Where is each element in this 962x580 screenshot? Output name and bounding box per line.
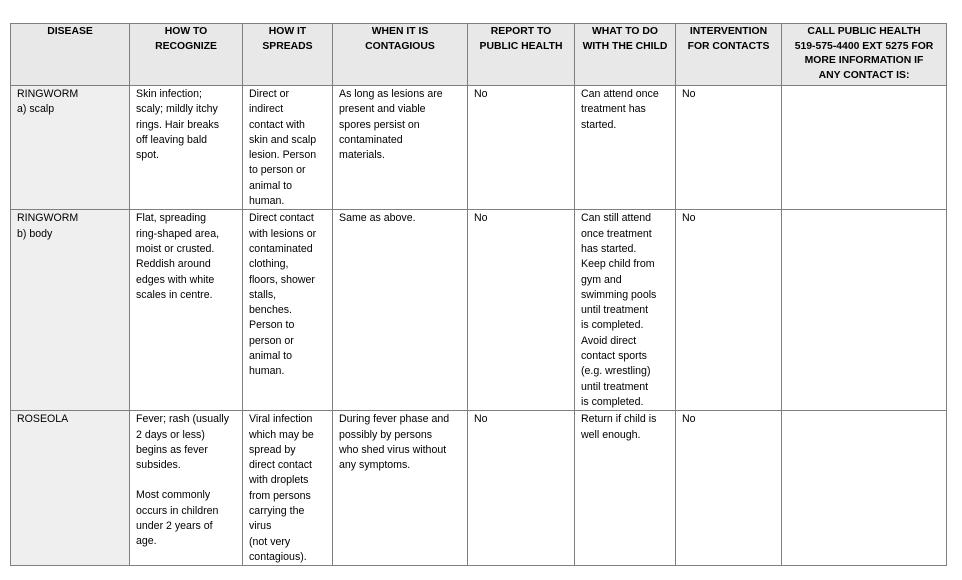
cell-line: contact sports bbox=[581, 350, 647, 363]
cell-line: is completed. bbox=[581, 319, 644, 332]
header-call-text bbox=[784, 25, 944, 83]
cell-line: RINGWORM bbox=[17, 212, 79, 225]
cell-line: scaly; mildly itchy bbox=[136, 103, 218, 116]
spreads-cell bbox=[243, 411, 333, 566]
child-text bbox=[581, 412, 669, 443]
cell-line: Fever; rash (usually bbox=[136, 413, 230, 426]
cell-line: stalls, bbox=[249, 288, 277, 301]
intervention-cell bbox=[676, 210, 782, 411]
report-text bbox=[474, 87, 568, 102]
cell-line: HOW IT bbox=[268, 26, 307, 37]
cell-line: Same as above. bbox=[339, 212, 416, 225]
cell-line: CONTAGIOUS bbox=[365, 40, 435, 52]
cell-line: floors, shower bbox=[249, 273, 315, 286]
contagious-text bbox=[339, 412, 461, 473]
cell-line: INTERVENTION bbox=[689, 26, 768, 37]
cell-line: b) body bbox=[17, 227, 53, 240]
spreads-text bbox=[249, 87, 326, 209]
spreads-cell bbox=[243, 86, 333, 210]
intervention-text bbox=[682, 211, 775, 226]
cell-line: subsides. bbox=[136, 459, 181, 472]
cell-line: present and viable bbox=[339, 103, 426, 116]
cell-line: to person or bbox=[249, 164, 306, 177]
report-cell bbox=[468, 86, 575, 210]
cell-line: until treatment bbox=[581, 380, 649, 393]
cell-line: contaminated bbox=[339, 133, 403, 146]
cell-line: human. bbox=[249, 365, 285, 378]
cell-line: Person to bbox=[249, 319, 295, 332]
cell-line: age. bbox=[136, 535, 157, 548]
cell-line: Reddish around bbox=[136, 258, 211, 271]
cell-line: Can attend once bbox=[581, 88, 659, 100]
spreads-text bbox=[249, 211, 326, 379]
cell-line: spot. bbox=[136, 149, 159, 162]
cell-line: clothing, bbox=[249, 258, 289, 271]
cell-line: treatment has bbox=[581, 103, 646, 116]
cell-line: edges with white bbox=[136, 273, 215, 286]
header-disease bbox=[11, 24, 130, 86]
cell-line: off leaving bald bbox=[136, 133, 208, 146]
header-report-text bbox=[470, 25, 572, 54]
header-how-it-spreads bbox=[243, 24, 333, 86]
contagious-cell bbox=[333, 210, 468, 411]
contagious-text bbox=[339, 211, 461, 226]
cell-line: indirect bbox=[249, 103, 284, 116]
cell-line: started. bbox=[581, 118, 617, 131]
cell-line: contact with bbox=[249, 118, 305, 131]
header-when-contagious-text bbox=[335, 25, 465, 54]
cell-line: RECOGNIZE bbox=[155, 40, 217, 52]
cell-line: No bbox=[682, 413, 696, 426]
cell-line: Most commonly bbox=[136, 489, 211, 502]
cell-line: spores persist on bbox=[339, 118, 420, 131]
header-report-to-public-health bbox=[468, 24, 575, 86]
cell-line: scales in centre. bbox=[136, 288, 213, 301]
child-text bbox=[581, 211, 669, 410]
cell-line: with droplets bbox=[249, 474, 309, 487]
cell-line: is completed. bbox=[581, 395, 644, 408]
disease-cell bbox=[11, 210, 130, 411]
cell-line: human. bbox=[249, 195, 285, 208]
header-how-to-recognize bbox=[130, 24, 243, 86]
child-cell bbox=[575, 411, 676, 566]
spreads-text bbox=[249, 412, 326, 565]
cell-line: (e.g. wrestling) bbox=[581, 365, 651, 378]
cell-line: a) scalp bbox=[17, 103, 55, 116]
cell-line: until treatment bbox=[581, 304, 649, 317]
child-cell bbox=[575, 210, 676, 411]
disease-table bbox=[10, 23, 947, 566]
intervention-text bbox=[682, 87, 775, 102]
report-text bbox=[474, 412, 568, 427]
report-cell bbox=[468, 210, 575, 411]
cell-line: Direct contact bbox=[249, 212, 314, 225]
cell-line: During fever phase and bbox=[339, 413, 450, 426]
cell-line: Keep child from bbox=[581, 258, 655, 271]
cell-line: well enough. bbox=[581, 428, 641, 441]
cell-line: carrying the bbox=[249, 505, 305, 518]
table-row bbox=[11, 411, 947, 566]
call-cell bbox=[782, 411, 947, 566]
cell-line: animal to bbox=[249, 350, 292, 363]
cell-line: REPORT TO bbox=[490, 26, 552, 37]
header-disease-text bbox=[13, 25, 127, 40]
cell-line: materials. bbox=[339, 149, 385, 162]
cell-line: Viral infection bbox=[249, 413, 313, 426]
cell-line: No bbox=[682, 212, 696, 225]
table-row bbox=[11, 210, 947, 411]
paragraph-gap bbox=[136, 473, 236, 488]
cell-line: Avoid direct bbox=[581, 334, 637, 347]
cell-line: No bbox=[474, 88, 488, 100]
cell-line: ROSEOLA bbox=[17, 413, 69, 426]
recognize-text bbox=[136, 87, 236, 163]
cell-line: MORE INFORMATION IF bbox=[804, 55, 924, 67]
cell-line: gym and bbox=[581, 273, 622, 286]
cell-line: rings. Hair breaks bbox=[136, 118, 220, 131]
cell-line: FOR CONTACTS bbox=[687, 40, 770, 52]
disease-cell bbox=[11, 86, 130, 210]
cell-line: occurs in children bbox=[136, 504, 219, 517]
cell-line: No bbox=[474, 212, 488, 225]
cell-line: 2 days or less) bbox=[136, 428, 205, 441]
cell-line: DISEASE bbox=[47, 26, 93, 37]
table-row bbox=[11, 86, 947, 210]
cell-line: (not very bbox=[249, 535, 291, 548]
cell-line: moist or crusted. bbox=[136, 242, 215, 255]
header-how-to-recognize-text bbox=[132, 25, 240, 54]
child-text bbox=[581, 87, 669, 133]
disease-cell bbox=[11, 411, 130, 566]
header-child-text bbox=[577, 25, 673, 54]
cell-line: under 2 years of bbox=[136, 520, 213, 533]
report-text bbox=[474, 211, 568, 226]
cell-line: with lesions or bbox=[249, 227, 317, 240]
recognize-cell bbox=[130, 210, 243, 411]
cell-line: person or bbox=[249, 334, 294, 347]
cell-line: Direct or bbox=[249, 88, 290, 100]
cell-line: ring-shaped area, bbox=[136, 227, 220, 240]
header-row bbox=[11, 24, 947, 86]
cell-line: benches. bbox=[249, 304, 292, 317]
header-how-it-spreads-text bbox=[245, 25, 330, 54]
header-intervention-text bbox=[678, 25, 779, 54]
recognize-text bbox=[136, 211, 236, 303]
cell-line: lesion. Person bbox=[249, 149, 317, 162]
contagious-text bbox=[339, 87, 461, 163]
cell-line: swimming pools bbox=[581, 288, 657, 301]
cell-line: direct contact bbox=[249, 459, 313, 472]
cell-line: WHAT TO DO bbox=[592, 26, 658, 37]
contagious-cell bbox=[333, 86, 468, 210]
cell-line: Skin infection; bbox=[136, 88, 202, 100]
call-cell bbox=[782, 86, 947, 210]
cell-line: RINGWORM bbox=[17, 88, 79, 100]
cell-line: animal to bbox=[249, 179, 292, 192]
intervention-cell bbox=[676, 86, 782, 210]
spreads-cell bbox=[243, 210, 333, 411]
disease-text bbox=[17, 211, 123, 242]
recognize-text bbox=[136, 412, 236, 549]
recognize-cell bbox=[130, 411, 243, 566]
header-when-contagious bbox=[333, 24, 468, 86]
cell-line: skin and scalp bbox=[249, 133, 317, 146]
intervention-text bbox=[682, 412, 775, 427]
header-what-to-do-with-child bbox=[575, 24, 676, 86]
cell-line: begins as fever bbox=[136, 443, 208, 456]
cell-line: Flat, spreading bbox=[136, 212, 207, 225]
cell-line: who shed virus without bbox=[339, 443, 447, 456]
cell-line: SPREADS bbox=[262, 40, 313, 52]
child-cell bbox=[575, 86, 676, 210]
cell-line: has started. bbox=[581, 242, 637, 255]
intervention-cell bbox=[676, 411, 782, 566]
cell-line: No bbox=[682, 88, 696, 100]
cell-line: any symptoms. bbox=[339, 459, 411, 472]
cell-line: contaminated bbox=[249, 242, 313, 255]
cell-line: CALL PUBLIC HEALTH bbox=[807, 26, 921, 37]
disease-text bbox=[17, 412, 123, 427]
cell-line: ANY CONTACT IS: bbox=[818, 69, 910, 81]
cell-line: WITH THE CHILD bbox=[582, 40, 668, 52]
call-cell bbox=[782, 210, 947, 411]
cell-line: Return if child is bbox=[581, 413, 657, 426]
header-intervention-for-contacts bbox=[676, 24, 782, 86]
disease-text bbox=[17, 87, 123, 118]
cell-line: from persons bbox=[249, 489, 311, 502]
cell-line: possibly by persons bbox=[339, 428, 433, 441]
recognize-cell bbox=[130, 86, 243, 210]
cell-line: Can still attend bbox=[581, 212, 652, 225]
cell-line: which may be bbox=[249, 428, 314, 441]
cell-line: spread by bbox=[249, 443, 296, 456]
cell-line: contagious). bbox=[249, 550, 307, 563]
cell-line: WHEN IT IS bbox=[371, 26, 429, 37]
header-call-public-health bbox=[782, 24, 947, 86]
cell-line: once treatment bbox=[581, 227, 652, 240]
cell-line: virus bbox=[249, 520, 272, 533]
report-cell bbox=[468, 411, 575, 566]
contagious-cell bbox=[333, 411, 468, 566]
cell-line: 519-575-4400 EXT 5275 FOR bbox=[794, 40, 934, 52]
cell-line: No bbox=[474, 413, 488, 426]
cell-line: HOW TO bbox=[164, 26, 208, 37]
cell-line: As long as lesions are bbox=[339, 88, 443, 100]
cell-line: PUBLIC HEALTH bbox=[479, 40, 563, 52]
